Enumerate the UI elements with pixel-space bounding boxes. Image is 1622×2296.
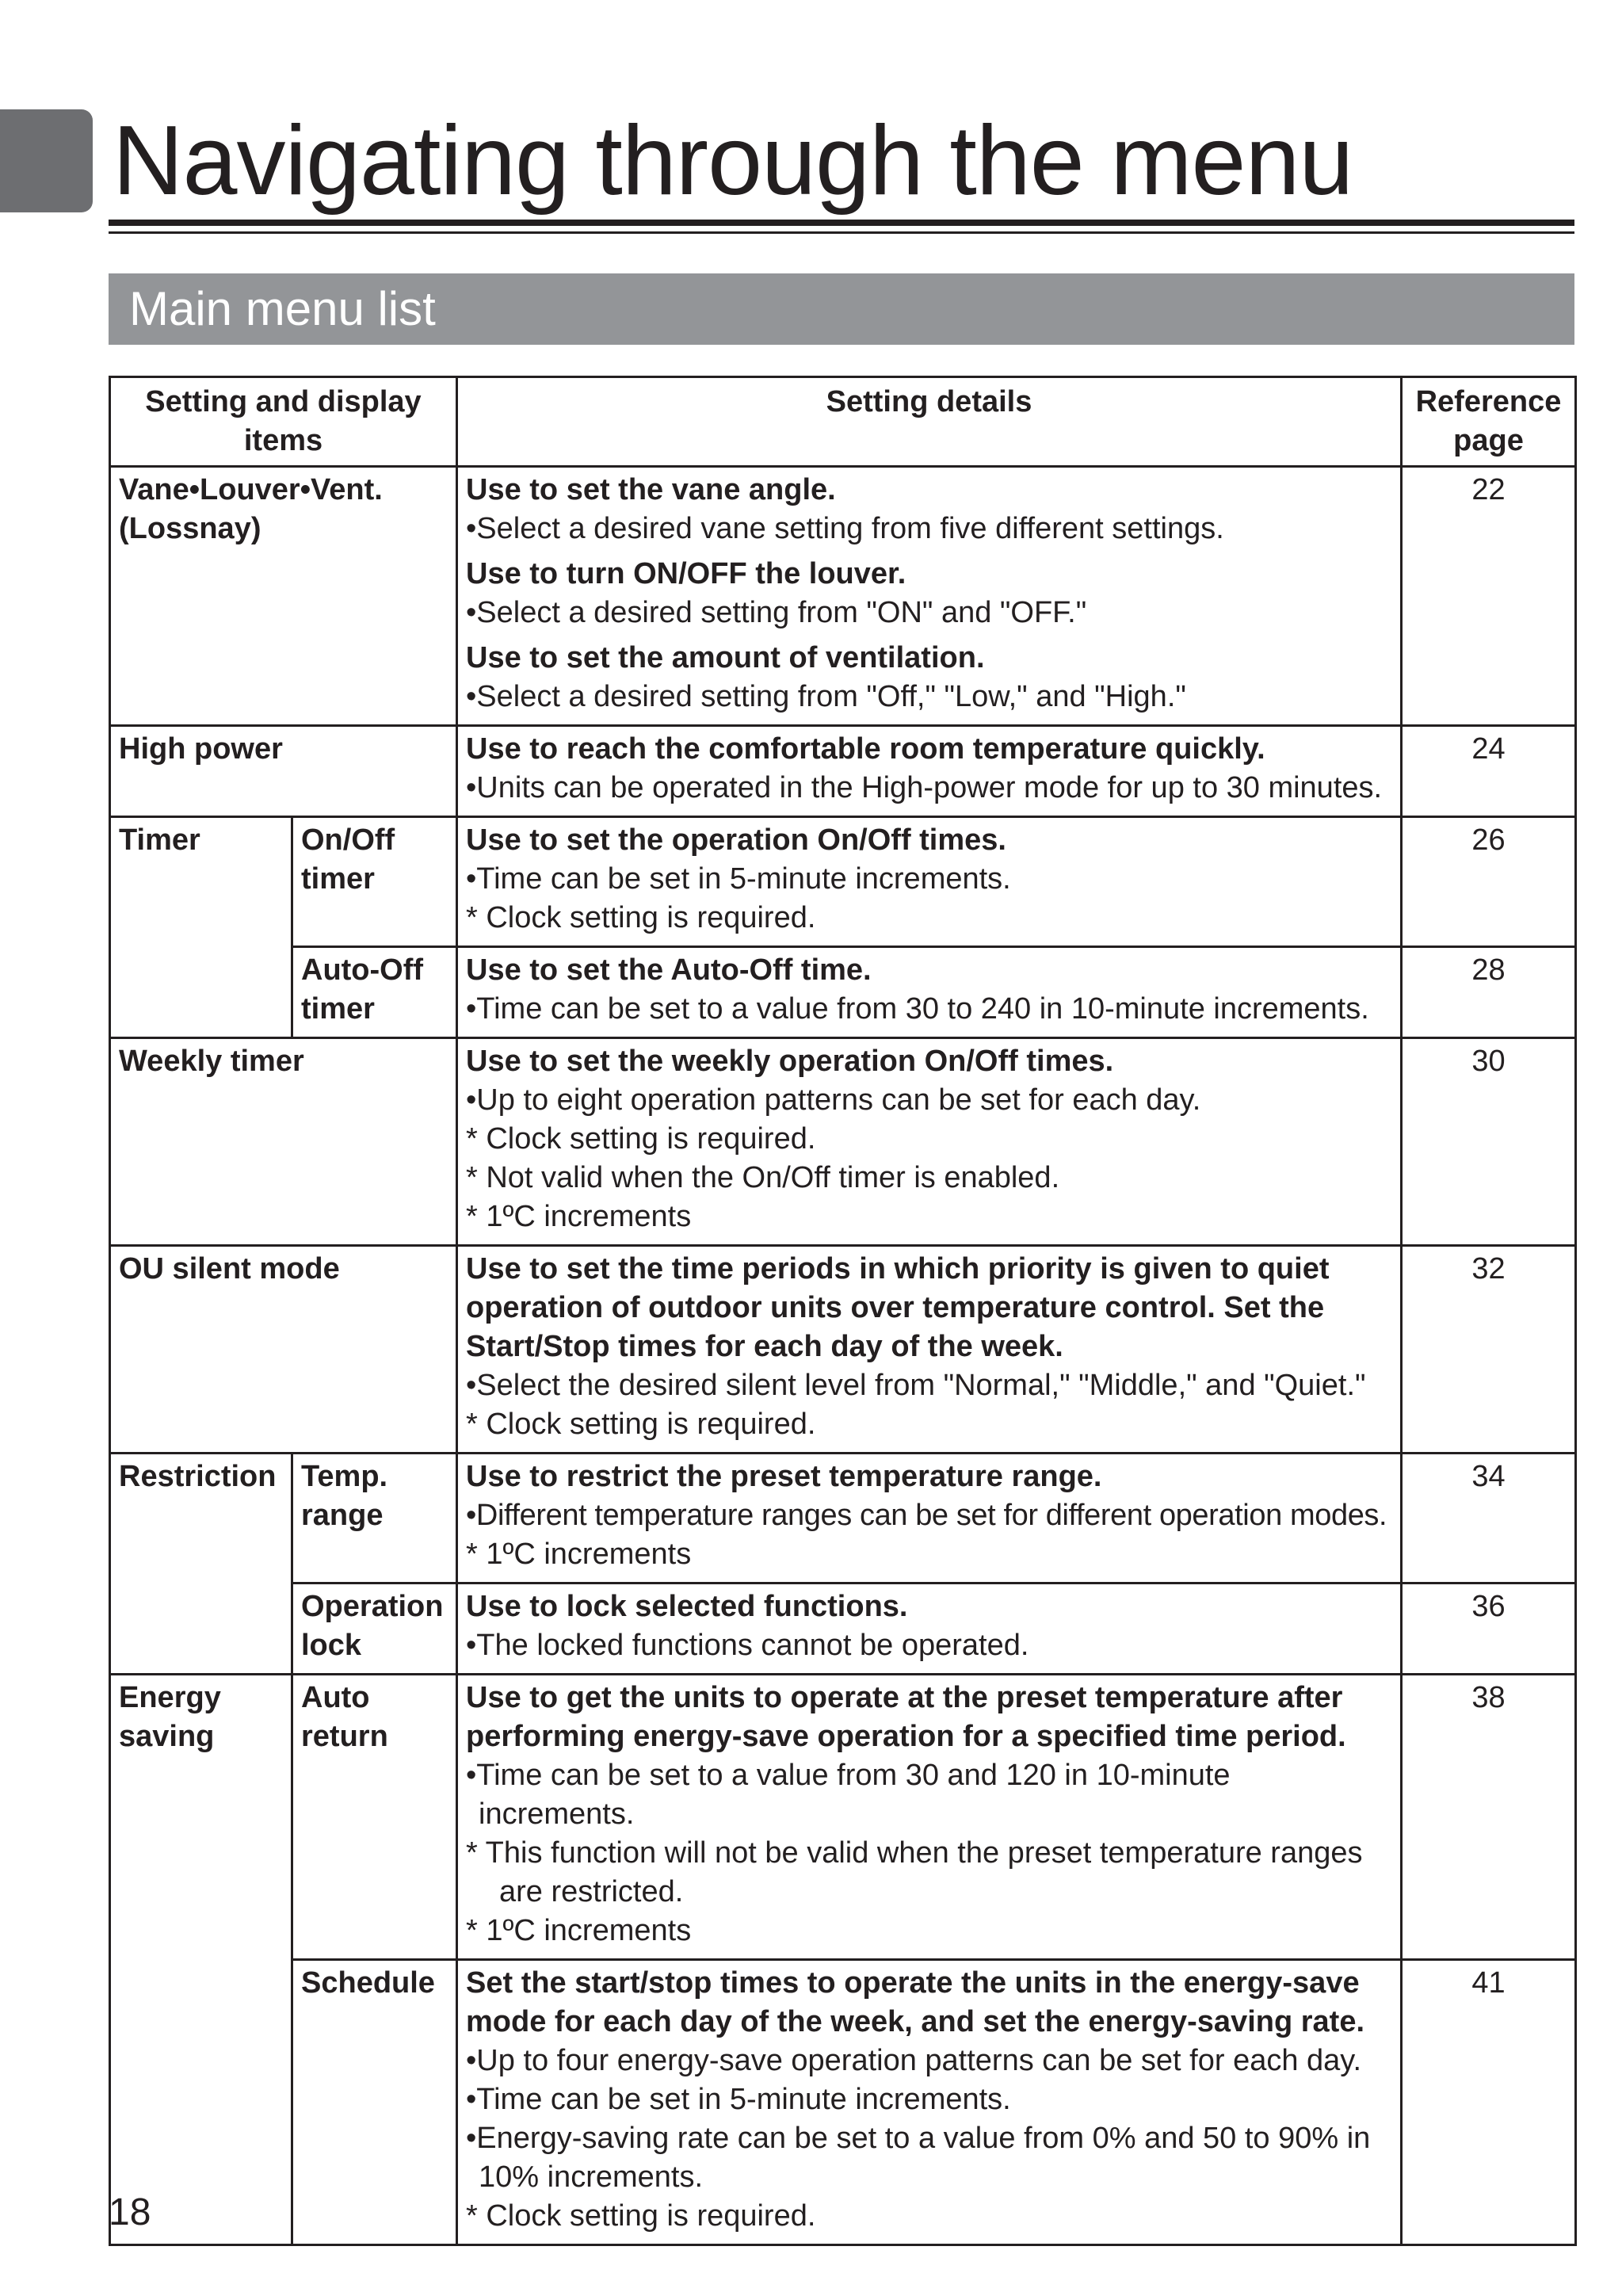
setting-subitem: Schedule xyxy=(292,1960,457,2245)
detail-note: * Clock setting is required. xyxy=(466,1408,816,1441)
column-header-items: Setting and display items xyxy=(110,377,457,467)
table-row xyxy=(110,1960,1576,2245)
detail-heading: Use to set the operation On/Off times. xyxy=(466,823,1006,857)
detail-bullet: •The locked functions cannot be operated. xyxy=(466,1629,1029,1662)
title-divider xyxy=(109,220,1574,226)
detail-note-continued: are restricted. xyxy=(499,1875,684,1908)
setting-details xyxy=(457,467,1402,726)
detail-bullet: •Select a desired setting from "Off," "Low," and "High." xyxy=(466,680,1186,713)
setting-details xyxy=(457,1675,1402,1960)
setting-item: Weekly timer xyxy=(110,1038,457,1246)
setting-item: OU silent mode xyxy=(110,1246,457,1454)
table-header-row xyxy=(110,377,1576,467)
detail-note: * 1ºC increments xyxy=(466,1914,692,1947)
detail-bullet: •Up to four energy-save operation patterns can be set for each day. xyxy=(466,2044,1362,2077)
detail-bullet: •Time can be set to a value from 30 and 120 in 10-minute xyxy=(466,1759,1231,1792)
setting-subitem: Auto-Off timer xyxy=(292,947,457,1038)
reference-page: 38 xyxy=(1402,1675,1576,1960)
detail-bullet: •Time can be set to a value from 30 to 240 in 10-minute increments. xyxy=(466,992,1369,1026)
table-row xyxy=(110,726,1576,817)
table-row xyxy=(110,1584,1576,1675)
setting-details xyxy=(457,1246,1402,1454)
reference-page: 32 xyxy=(1402,1246,1576,1454)
detail-heading: Use to set the Auto-Off time. xyxy=(466,953,872,987)
setting-item: Energy saving xyxy=(110,1675,292,2245)
detail-note: * 1ºC increments xyxy=(466,1538,692,1571)
reference-page: 28 xyxy=(1402,947,1576,1038)
detail-heading: Use to get the units to operate at the preset temperature after performing energy-save operation for a specified time period. xyxy=(466,1681,1346,1753)
setting-item: High power xyxy=(110,726,457,817)
column-header-reference: Reference page xyxy=(1402,377,1576,467)
table-row xyxy=(110,1675,1576,1960)
detail-bullet: •Time can be set in 5-minute increments. xyxy=(466,2083,1011,2116)
reference-page: 34 xyxy=(1402,1454,1576,1584)
detail-bullet: •Select a desired setting from "ON" and "OFF." xyxy=(466,596,1087,629)
table-row xyxy=(110,1038,1576,1246)
detail-heading: Use to set the amount of ventilation. xyxy=(466,641,985,674)
detail-bullet-continued: increments. xyxy=(479,1797,635,1831)
detail-heading: Use to restrict the preset temperature range. xyxy=(466,1460,1102,1493)
detail-note: * Not valid when the On/Off timer is enabled. xyxy=(466,1161,1060,1194)
setting-subitem: Auto return xyxy=(292,1675,457,1960)
detail-bullet: •Different temperature ranges can be set for different operation modes. xyxy=(466,1499,1387,1532)
reference-page: 24 xyxy=(1402,726,1576,817)
detail-bullet: •Energy-saving rate can be set to a value from 0% and 50 to 90% in xyxy=(466,2122,1371,2155)
page-title: Navigating through the menu xyxy=(113,106,1353,216)
setting-details xyxy=(457,1960,1402,2245)
detail-heading: Use to set the time periods in which priority is given to quiet operation of outdoor units over temperature control. Set the Start/Stop times for each day of the week. xyxy=(466,1252,1330,1363)
detail-note: * Clock setting is required. xyxy=(466,2199,816,2233)
setting-details xyxy=(457,1038,1402,1246)
detail-heading: Use to turn ON/OFF the louver. xyxy=(466,557,906,590)
reference-page: 26 xyxy=(1402,817,1576,947)
setting-details xyxy=(457,947,1402,1038)
detail-note: * Clock setting is required. xyxy=(466,901,816,934)
detail-bullet: •Units can be operated in the High-power mode for up to 30 minutes. xyxy=(466,771,1383,804)
page-number: 18 xyxy=(109,2191,151,2233)
setting-details xyxy=(457,817,1402,947)
detail-bullet: •Up to eight operation patterns can be set for each day. xyxy=(466,1083,1201,1117)
setting-item: Restriction xyxy=(110,1454,292,1675)
detail-note: * Clock setting is required. xyxy=(466,1122,816,1156)
detail-heading: Use to set the weekly operation On/Off times. xyxy=(466,1045,1114,1078)
table-row xyxy=(110,817,1576,947)
table-row xyxy=(110,1246,1576,1454)
setting-details xyxy=(457,726,1402,817)
table-row xyxy=(110,1454,1576,1584)
setting-subitem: Operation lock xyxy=(292,1584,457,1675)
column-header-details: Setting details xyxy=(457,377,1402,467)
chapter-tab-marker xyxy=(0,109,93,212)
setting-subitem: Temp. range xyxy=(292,1454,457,1584)
main-menu-table xyxy=(109,376,1577,2246)
detail-note: * 1ºC increments xyxy=(466,1200,692,1233)
detail-bullet: •Select the desired silent level from "Normal," "Middle," and "Quiet." xyxy=(466,1369,1366,1402)
detail-heading: Use to reach the comfortable room temperature quickly. xyxy=(466,732,1265,766)
detail-bullet: •Time can be set in 5-minute increments. xyxy=(466,862,1011,896)
reference-page: 41 xyxy=(1402,1960,1576,2245)
detail-bullet: •Select a desired vane setting from five different settings. xyxy=(466,512,1224,545)
title-divider-thin xyxy=(109,231,1574,234)
table-row xyxy=(110,467,1576,726)
section-heading: Main menu list xyxy=(109,273,1574,345)
table-row xyxy=(110,947,1576,1038)
setting-item: Timer xyxy=(110,817,292,1038)
reference-page: 22 xyxy=(1402,467,1576,726)
reference-page: 36 xyxy=(1402,1584,1576,1675)
setting-details xyxy=(457,1454,1402,1584)
detail-heading: Set the start/stop times to operate the units in the energy-save mode for each day of the week, and set the energy-saving rate. xyxy=(466,1966,1365,2038)
setting-item: Vane•Louver•Vent. (Lossnay) xyxy=(110,467,457,726)
setting-details xyxy=(457,1584,1402,1675)
detail-heading: Use to set the vane angle. xyxy=(466,473,836,506)
reference-page: 30 xyxy=(1402,1038,1576,1246)
detail-bullet-continued: 10% increments. xyxy=(479,2160,704,2194)
detail-note: * This function will not be valid when the preset temperature ranges xyxy=(466,1836,1363,1870)
detail-heading: Use to lock selected functions. xyxy=(466,1590,908,1623)
setting-subitem: On/Off timer xyxy=(292,817,457,947)
